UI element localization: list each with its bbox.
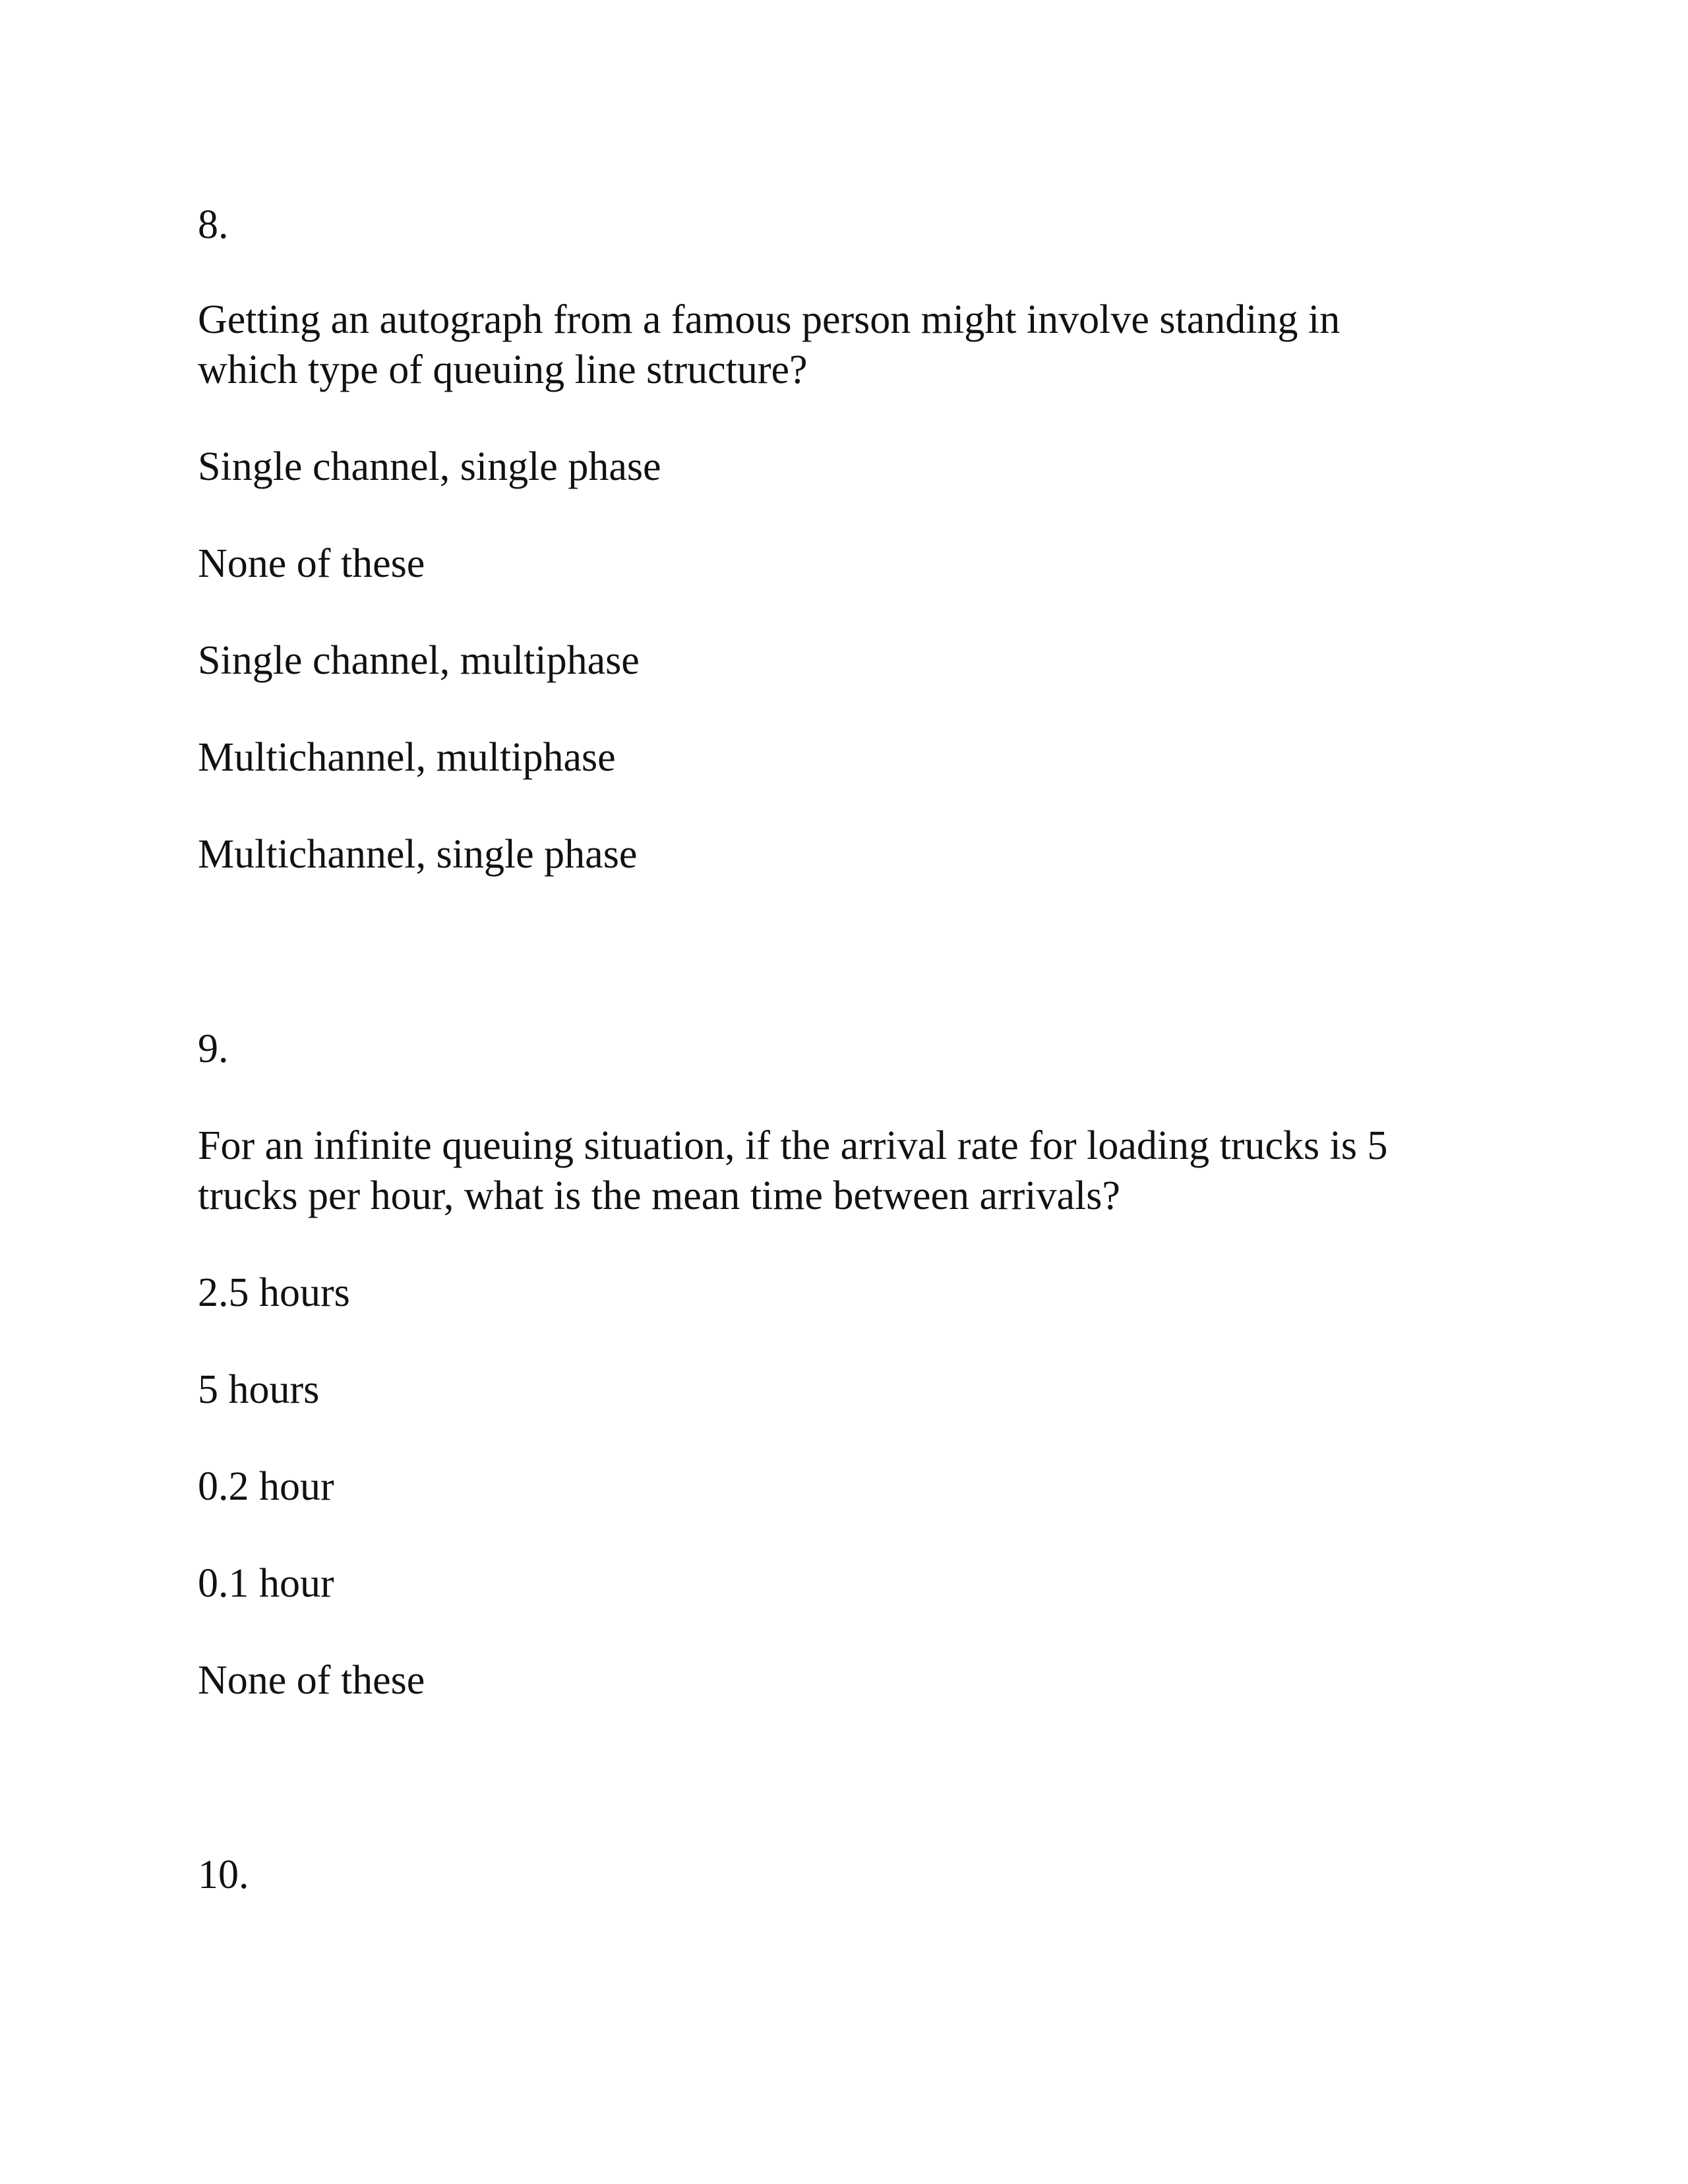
question-number: 8. bbox=[198, 202, 229, 247]
answer-option: Multichannel, single phase bbox=[198, 832, 638, 877]
question-stem-line: trucks per hour, what is the mean time between arrivals? bbox=[198, 1173, 1120, 1218]
question-stem-line: Getting an autograph from a famous person might involve standing in bbox=[198, 297, 1341, 342]
question-stem-line: For an infinite queuing situation, if the arrival rate for loading trucks is 5 bbox=[198, 1123, 1388, 1168]
question-number: 10. bbox=[198, 1852, 249, 1897]
answer-option: 0.1 hour bbox=[198, 1561, 334, 1606]
question-stem bbox=[198, 295, 1517, 395]
question-stem bbox=[198, 1121, 1517, 1221]
answer-option: 5 hours bbox=[198, 1367, 320, 1412]
answer-option: Single channel, single phase bbox=[198, 444, 661, 489]
answer-option: Single channel, multiphase bbox=[198, 638, 640, 683]
answer-option: None of these bbox=[198, 1658, 425, 1703]
answer-option: Multichannel, multiphase bbox=[198, 735, 616, 780]
answer-option: 2.5 hours bbox=[198, 1270, 350, 1315]
answer-option: None of these bbox=[198, 541, 425, 586]
question-number: 9. bbox=[198, 1026, 229, 1071]
answer-option: 0.2 hour bbox=[198, 1464, 334, 1509]
question-stem-line: which type of queuing line structure? bbox=[198, 347, 808, 392]
